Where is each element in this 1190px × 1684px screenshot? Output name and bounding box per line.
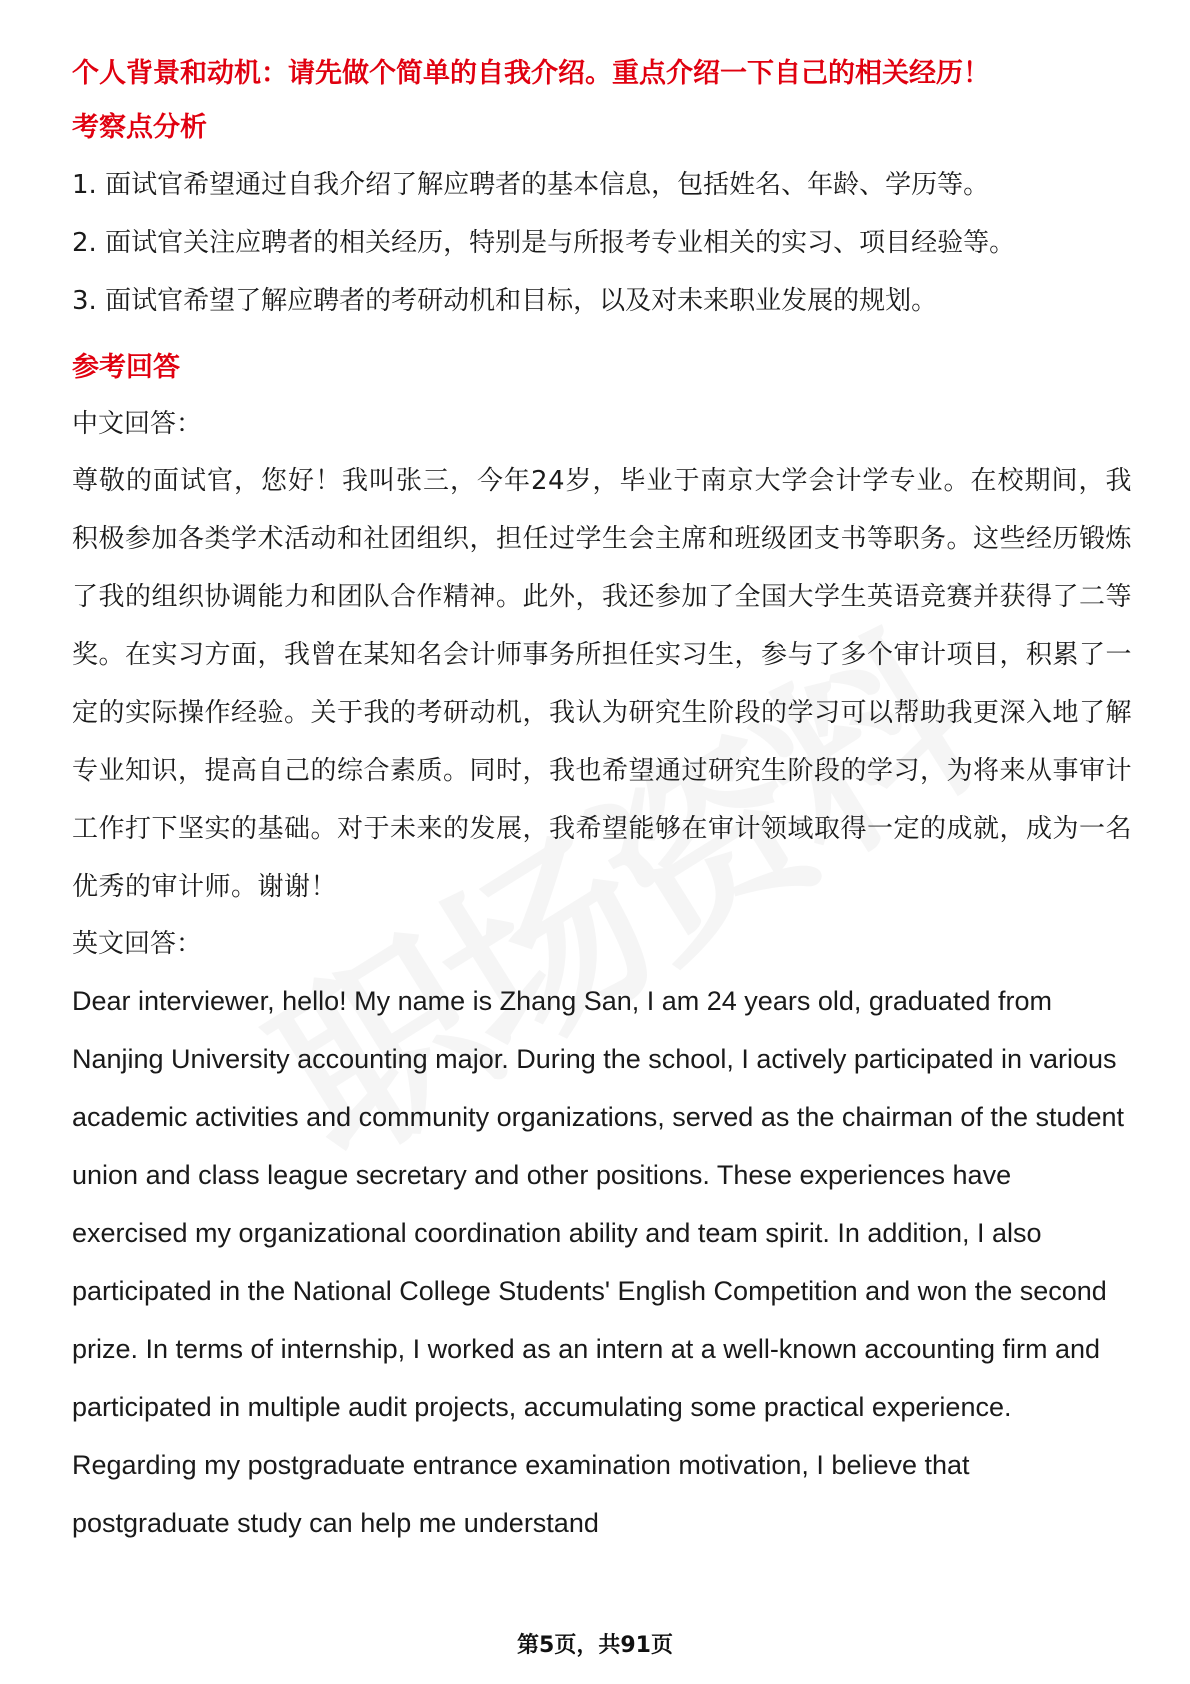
answer-heading: 参考回答 [72, 352, 180, 383]
chinese-answer-text: 尊敬的面试官，您好！我叫张三，今年24岁，毕业于南京大学会计学专业。在校期间，我积极参加各类学术活动和社团组织，担任过学生会主席和班级团支书等职务。这些经历锻炼了我的组织协调能力和团队合作精神。此外，我还参加了全国大学生英语竞赛并获得了二等奖。在实习方面，我曾在某知名会计师事务所担任实习生，参与了多个审计项目，积累了一定的实际操作经验。关于我的考研动机，我认为研究生阶段的学习可以帮助我更深入地了解专业知识，提高自己的综合素质。同时，我也希望通过研究生阶段的学习，为将来从事审计工作打下坚实的基础。对于未来的发展，我希望能够在审计领域取得一定的成就，成为一名优秀的审计师。谢谢！ [72, 466, 1133, 902]
english-answer-label: 英文回答： [72, 929, 203, 959]
analysis-point-2: 2. 面试官关注应聘者的相关经历，特别是与所报考专业相关的实习、项目经验等。 [72, 228, 1016, 258]
english-answer-text: Dear interviewer, hello! My name is Zhang San, I am 24 years old, graduated from Nanjing University accounting major. During the school, I actively participated in various academic activities and community organizations, served as the chairman of the student union and class league secretary and other positions. These experiences have exercised my organizational coordination ability and team spirit. In addition, I also participated in the National College Students' English Competition and won the second prize. In terms of internship, I worked as an intern at a well-known accounting firm and participated in multiple audit projects, accumulating some practical experience. Regarding my postgraduate entrance examination motivation, I believe that postgraduate study can help me understand [72, 986, 1125, 1538]
document-page [72, 48, 1132, 1552]
analysis-point-1: 1. 面试官希望通过自我介绍了解应聘者的基本信息，包括姓名、年龄、学历等。 [72, 170, 990, 200]
chinese-answer-label: 中文回答： [72, 409, 203, 439]
analysis-heading: 考察点分析 [72, 112, 207, 143]
interview-question: 个人背景和动机：请先做个简单的自我介绍。重点介绍一下自己的相关经历！ [72, 58, 990, 89]
analysis-point-3: 3. 面试官希望了解应聘者的考研动机和目标，以及对未来职业发展的规划。 [72, 286, 938, 316]
page-number-footer: 第5页，共91页 [517, 1633, 673, 1658]
